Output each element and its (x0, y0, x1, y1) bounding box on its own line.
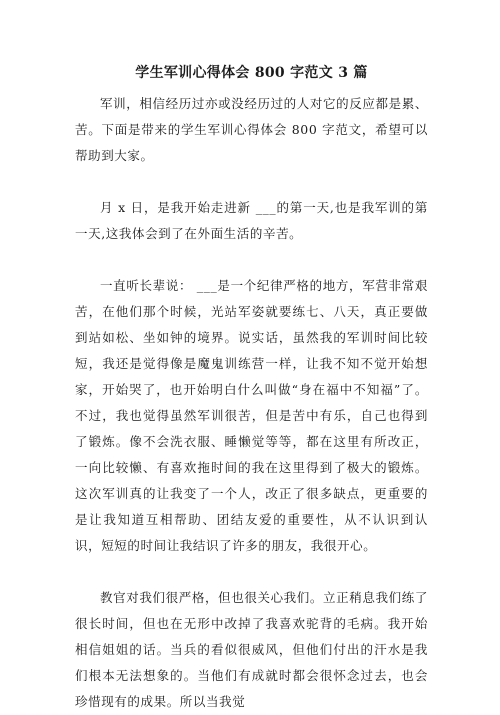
paragraph-intro: 军训，相信经历过亦或没经历过的人对它的反应都是累、苦。下面是带来的学生军训心得体会 800 字范文，希望可以帮助到大家。 (75, 96, 428, 163)
paragraph-elders-said: 一直听长辈说： ___是一个纪律严格的地方，军营非常艰苦，在他们那个时候，光站军姿就要练七、八天，真正要做到站如松、坐如钟的境界。说实话，虽然我的军训时间比较短，我还是觉得像是魔鬼训练营一样，让我不知不觉开始想家，开始哭了，也开始明白什么叫做“身在福中不知福”了。不过，我也觉得虽然军训很苦，但是苦中有乐，自己也得到了锻炼。像不会洗衣服、睡懒觉等等，都在这里有所改正，一向比较懒、有喜欢拖时间的我在这里得到了极大的锻炼。这次军训真的让我变了一个人，改正了很多缺点，更重要的是让我知道互相帮助、团结友爱的重要性，从不认识到认识，短短的时间让我结识了许多的朋友，我很开心。 (75, 278, 428, 553)
paragraph-instructor: 教官对我们很严格，但也很关心我们。立正稍息我们练了很长时间，但也在无形中改掉了我喜欢驼背的毛病。我开始相信姐姐的话。当兵的看似很威风，但他们付出的汗水是我们根本无法想象的。当他们有成就时都会很怀念过去，也会珍惜现有的成果。所以当我觉 (75, 590, 428, 709)
document-title: 学生军训心得体会 800 字范文 3 篇 (135, 65, 368, 81)
paragraph-first-day: 月 x 日，是我开始走进新 ___的第一天,也是我军训的第一天,这我体会到了在外面生活的辛苦。 (75, 200, 428, 241)
